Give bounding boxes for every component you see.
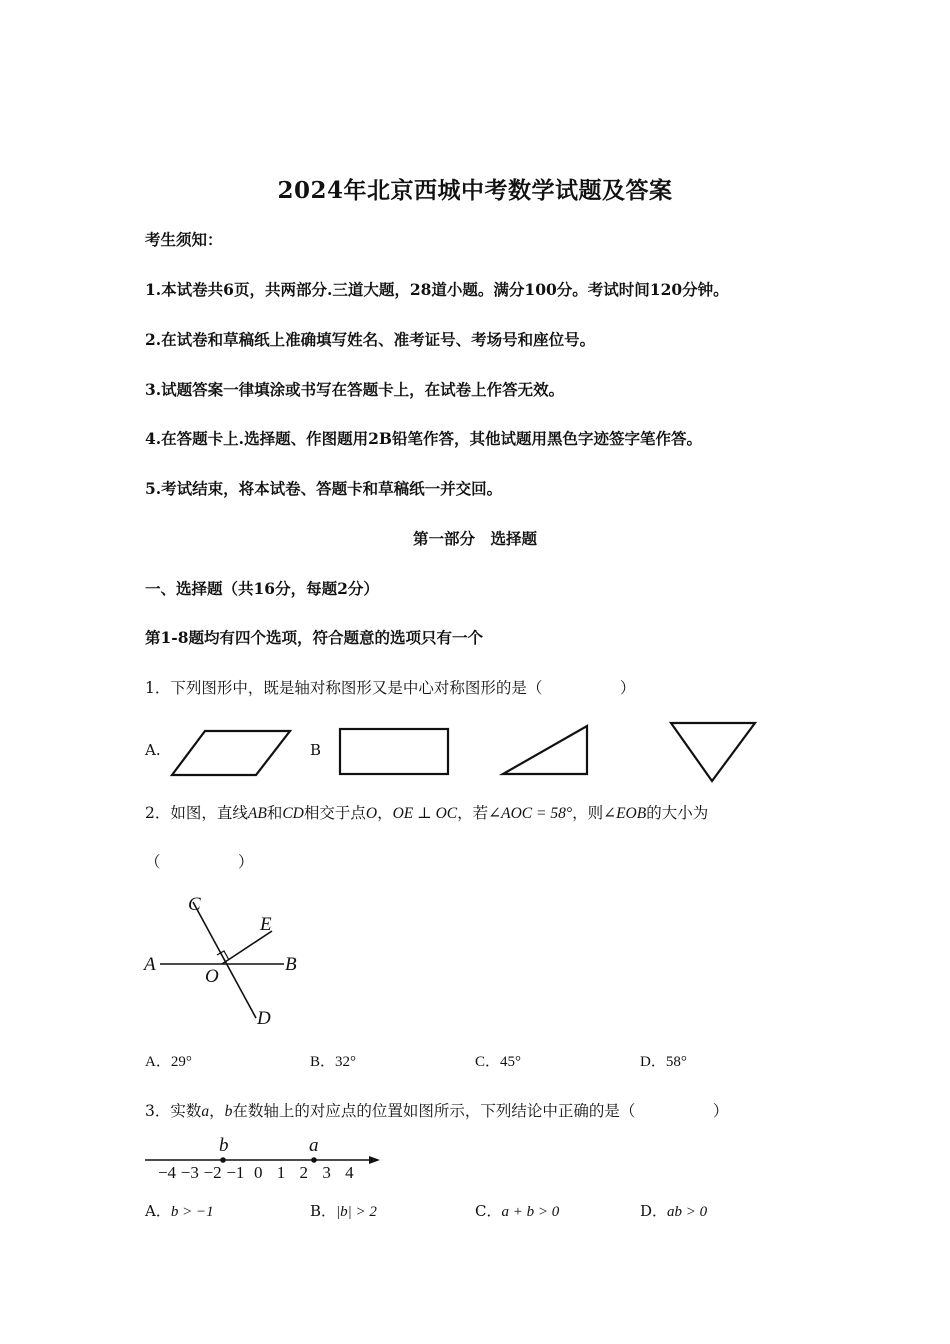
q2-cd: CD bbox=[282, 805, 304, 822]
tick-label: 2 bbox=[299, 1163, 309, 1182]
q3-stem bbox=[145, 1101, 728, 1122]
q1-option-b-label: B bbox=[310, 741, 322, 759]
q2-and: 和 bbox=[266, 804, 283, 822]
q2-angle-aoc: ∠AOC = 58° bbox=[488, 805, 573, 822]
q3-stem-suffix: 在数轴上的对应点的位置如图所示，下列结论中正确的是（ ） bbox=[232, 1102, 729, 1120]
line-cd bbox=[193, 902, 256, 1018]
q2-figure bbox=[140, 890, 340, 1040]
notice-item-2: 2.在试卷和草稿纸上准确填写姓名、准考证号、考场号和座位号。 bbox=[145, 330, 596, 349]
q3-option-b-expr: |b| > 2 bbox=[336, 1204, 377, 1220]
point-a bbox=[311, 1157, 317, 1163]
tick-label: 3 bbox=[322, 1163, 331, 1182]
q2-stem-prefix: 2．如图，直线 bbox=[145, 804, 248, 822]
q3-option-c-expr: a + b > 0 bbox=[501, 1204, 560, 1220]
q2-option-a: A．29° bbox=[145, 1054, 192, 1070]
ray-oe bbox=[222, 931, 272, 964]
tick-label: 0 bbox=[253, 1163, 263, 1182]
notice-item-1: 1.本试卷共6页，共两部分.三道大题，28道小题。满分100分。考试时间120分钟。 bbox=[145, 280, 729, 299]
q2-option-d: D．58° bbox=[640, 1054, 687, 1070]
part-heading: 第一部分 选择题 bbox=[412, 529, 537, 548]
right-triangle-shape bbox=[503, 726, 587, 774]
label-o: O bbox=[205, 966, 219, 987]
q1-stem: 1．下列图形中，既是轴对称图形又是中心对称图形的是（ ） bbox=[145, 679, 636, 697]
number-line-arrow-icon bbox=[369, 1156, 380, 1164]
q2-o: O bbox=[365, 805, 378, 822]
point-b-label: b bbox=[219, 1135, 229, 1156]
tick-label: −4 bbox=[157, 1163, 177, 1182]
notice-item-3: 3.试题答案一律填涂或书写在答题卡上，在试卷上作答无效。 bbox=[145, 380, 565, 399]
q3-option-d bbox=[640, 1201, 707, 1222]
q2-mid1: 相交于点 bbox=[303, 804, 366, 822]
q2-comma: ， bbox=[377, 804, 393, 822]
q3-option-c-letter: C． bbox=[475, 1202, 502, 1220]
q3-option-a bbox=[145, 1201, 214, 1222]
q2-answer-paren: （ ） bbox=[145, 853, 254, 871]
section-note: 第1-8题均有四个选项，符合题意的选项只有一个 bbox=[145, 628, 484, 647]
q2-angle-eob: ∠EOB bbox=[603, 805, 647, 822]
q1-figures bbox=[0, 715, 950, 805]
point-a-label: a bbox=[309, 1135, 319, 1156]
q3-sep: ， bbox=[209, 1102, 225, 1120]
parallelogram-shape bbox=[172, 731, 290, 775]
label-b: B bbox=[285, 954, 297, 975]
notice-heading: 考生须知： bbox=[145, 230, 223, 249]
q1-option-a-label: A. bbox=[145, 741, 161, 759]
q2-option-c: C．45° bbox=[475, 1054, 522, 1070]
number-line-ticks bbox=[158, 1163, 354, 1182]
tick-label: 4 bbox=[345, 1163, 354, 1182]
rectangle-shape bbox=[340, 729, 448, 774]
q3-number-line bbox=[140, 1135, 400, 1195]
notice-item-4: 4.在答题卡上.选择题、作图题用2B铅笔作答，其他试题用黑色字迹签字笔作答。 bbox=[145, 429, 702, 448]
tick-label: −2 bbox=[203, 1163, 222, 1182]
q3-option-d-expr: ab > 0 bbox=[667, 1204, 708, 1220]
q2-oe-perp-oc: OE ⊥ OC bbox=[392, 805, 458, 822]
q3-a: a bbox=[201, 1103, 210, 1120]
tick-label: −1 bbox=[226, 1163, 245, 1182]
label-d: D bbox=[257, 1008, 271, 1029]
q3-option-a-expr: b > −1 bbox=[170, 1204, 214, 1220]
section-heading: 一、选择题（共16分，每题2分） bbox=[145, 579, 379, 598]
inverted-triangle-shape bbox=[671, 723, 755, 781]
tick-label: −3 bbox=[180, 1163, 199, 1182]
q3-option-b-letter: B． bbox=[310, 1202, 337, 1220]
q3-option-b bbox=[310, 1201, 377, 1222]
page-title: 2024年北京西城中考数学试题及答案 bbox=[277, 177, 673, 204]
q2-option-b: B．32° bbox=[310, 1054, 357, 1070]
q3-option-c bbox=[475, 1201, 559, 1222]
q3-b: b bbox=[224, 1103, 233, 1120]
q2-stem bbox=[145, 803, 708, 824]
tick-label: 1 bbox=[276, 1163, 286, 1182]
q2-mid2: ，若 bbox=[457, 804, 489, 822]
q2-suffix: 的大小为 bbox=[646, 804, 709, 822]
q3-stem-prefix: 3．实数 bbox=[145, 1102, 202, 1120]
label-c: C bbox=[188, 894, 201, 915]
notice-item-5: 5.考试结束，将本试卷、答题卡和草稿纸一并交回。 bbox=[145, 479, 503, 498]
q2-ab: AB bbox=[247, 805, 267, 822]
label-e: E bbox=[260, 914, 272, 935]
q3-option-a-letter: A． bbox=[145, 1202, 171, 1220]
label-a: A bbox=[144, 954, 156, 975]
point-b bbox=[220, 1157, 226, 1163]
q3-option-d-letter: D． bbox=[640, 1202, 668, 1220]
q2-mid3: ，则 bbox=[572, 804, 604, 822]
